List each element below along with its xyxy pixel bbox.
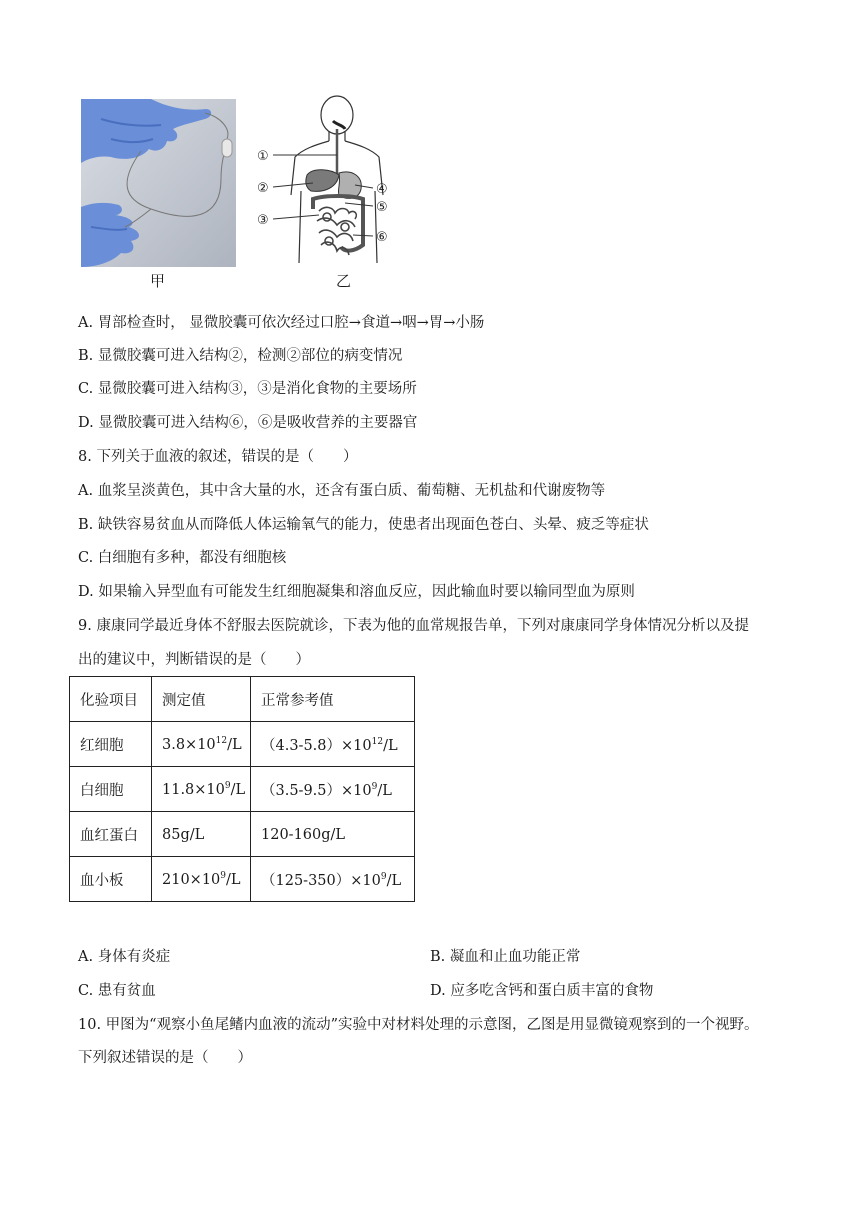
- table-cell-value: 85g/L: [152, 812, 251, 857]
- q9-stem-line2: 出的建议中，判断错误的是（ ）: [78, 652, 310, 668]
- table-cell-reference: $(4.3-5.8)\times 10^{12}/L$: [251, 722, 415, 767]
- digestive-system-diagram: [255, 95, 405, 270]
- table-header-cell: 正常参考值: [251, 677, 415, 722]
- table-row: [70, 857, 415, 902]
- diagram-label-4: ④: [376, 182, 388, 197]
- table-cell-reference: $(3.5-9.5)\times 10^9/L$: [251, 767, 415, 812]
- q8-option-b: B. 缺铁容易贫血从而降低人体运输氧气的能力，使患者出现面色苍白、头晕、疲乏等症状: [78, 517, 649, 533]
- q10-stem-line2: 下列叙述错误的是（ ）: [78, 1050, 252, 1066]
- table-cell-value: $11.8\times 10^9/L$: [152, 767, 251, 812]
- q7-option-d: D. 显微胶囊可进入结构⑥，⑥是吸收营养的主要器官: [78, 415, 418, 431]
- table-cell-reference: $(125-350)\times 10^9/L$: [251, 857, 415, 902]
- q7-option-b: B. 显微胶囊可进入结构②，检测②部位的病变情况: [78, 348, 403, 364]
- capsule-photo: [81, 99, 236, 267]
- diagram-label-2: ②: [257, 181, 269, 196]
- table-header-cell: 测定值: [152, 677, 251, 722]
- q9-option-b: B. 凝血和止血功能正常: [430, 949, 581, 965]
- q9-stem-line1: 9. 康康同学最近身体不舒服去医院就诊，下表为他的血常规报告单，下列对康康同学身体情况分析以及提: [78, 618, 749, 634]
- diagram-label-6: ⑥: [376, 230, 388, 245]
- q8-option-c: C. 白细胞有多种，都没有细胞核: [78, 550, 287, 566]
- q9-option-d: D. 应多吃含钙和蛋白质丰富的食物: [430, 983, 654, 999]
- q8-option-d: D. 如果输入异型血有可能发生红细胞凝集和溶血反应，因此输血时要以输同型血为原则: [78, 584, 635, 600]
- table-header-cell: 化验项目: [70, 677, 152, 722]
- table-cell-item: 红细胞: [70, 722, 152, 767]
- diagram-label-3: ③: [257, 213, 269, 228]
- table-cell-value: $210\times 10^9/L$: [152, 857, 251, 902]
- diagram-label-1: ①: [257, 149, 269, 164]
- table-header-row: [70, 677, 415, 722]
- figure-caption-jia: 甲: [150, 272, 166, 290]
- q9-option-a: A. 身体有炎症: [78, 949, 171, 965]
- table-row: [70, 722, 415, 767]
- table-cell-item: 血小板: [70, 857, 152, 902]
- table-cell-reference: 120-160g/L: [251, 812, 415, 857]
- table-row: [70, 767, 415, 812]
- diagram-label-5: ⑤: [376, 200, 388, 215]
- blood-report-table: [69, 676, 415, 902]
- q7-option-a: A. 胃部检查时， 显微胶囊可依次经过口腔→食道→咽→胃→小肠: [78, 315, 485, 331]
- q10-stem-line1: 10. 甲图为“观察小鱼尾鳍内血液的流动”实验中对材料处理的示意图，乙图是用显微镜观察到的一个视野。: [78, 1017, 759, 1033]
- table-row: [70, 812, 415, 857]
- table-cell-item: 白细胞: [70, 767, 152, 812]
- figure-caption-yi: 乙: [336, 272, 352, 290]
- q8-option-a: A. 血浆呈淡黄色，其中含大量的水，还含有蛋白质、葡萄糖、无机盐和代谢废物等: [78, 483, 606, 499]
- q7-option-c: C. 显微胶囊可进入结构③，③是消化食物的主要场所: [78, 381, 417, 397]
- table-cell-value: $3.8\times 10^{12}/L$: [152, 722, 251, 767]
- q9-option-c: C. 患有贫血: [78, 983, 156, 999]
- q8-stem: 8. 下列关于血液的叙述，错误的是（ ）: [78, 449, 358, 465]
- table-cell-item: 血红蛋白: [70, 812, 152, 857]
